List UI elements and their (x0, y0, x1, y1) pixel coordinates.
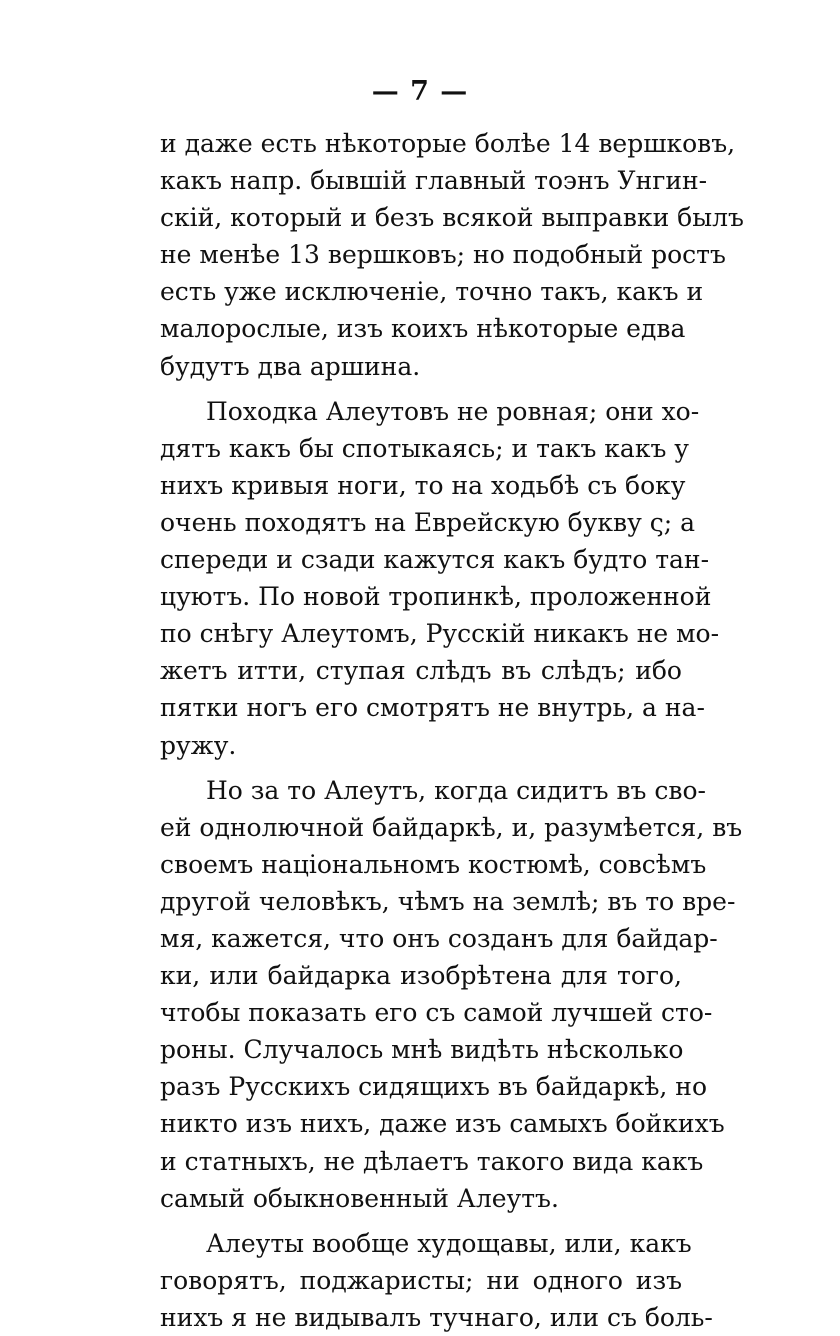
text-line: Алеуты вообще худощавы, или, какъ (206, 1228, 692, 1258)
text-line: малорослые, изъ коихъ нѣкоторые едва (160, 314, 686, 344)
text-line: нихъ я не видывалъ тучнаго, или съ боль- (160, 1302, 713, 1332)
text-line: ки, или байдарка изобрѣтена для того, (160, 961, 682, 991)
text-line: чтобы показать его съ самой лучшей сто- (160, 998, 713, 1028)
text-line: скій, который и безъ всякой выправки былъ (160, 203, 744, 233)
text-line: самый обыкновенный Алеутъ. (160, 1183, 559, 1213)
text-line: будутъ два аршина. (160, 351, 421, 381)
text-line: ружу. (160, 730, 237, 760)
text-line: очень походятъ на Еврейскую букву ς; а (160, 507, 696, 537)
text-line: и статныхъ, не дѣлаетъ такого вида какъ (160, 1146, 704, 1176)
text-line: своемъ національномъ костюмѣ, совсѣмъ (160, 849, 707, 879)
text-line: не менѣе 13 вершковъ; но подобный ростъ (160, 240, 726, 270)
text-line: есть уже исключеніе, точно такъ, какъ и (160, 277, 704, 307)
paragraph-gait (160, 393, 720, 764)
paragraph-build (160, 1225, 713, 1336)
text-line: Походка Алеутовъ не ровная; они хо- (206, 396, 700, 426)
text-line: спереди и сзади кажутся какъ будто тан- (160, 545, 710, 575)
text-line: жетъ итти, ступая слѣдъ въ слѣдъ; ибо (160, 656, 682, 686)
text-line: мя, кажется, что онъ созданъ для байдар- (160, 923, 718, 953)
text-line: нихъ кривыя ноги, то на ходьбѣ съ боку (160, 470, 686, 500)
text-line: какъ напр. бывшій главный тоэнъ Унгин- (160, 166, 708, 196)
text-line: никто изъ нихъ, даже изъ самыхъ бойкихъ (160, 1109, 725, 1139)
text-line: пятки ногъ его смотрятъ не внутрь, а на- (160, 693, 705, 723)
body-text (160, 125, 744, 1336)
text-line: цуютъ. По новой тропинкѣ, проложенной (160, 582, 712, 612)
paragraph-height (160, 125, 744, 385)
text-line: роны. Случалось мнѣ видѣть нѣсколько (160, 1035, 684, 1065)
text-line: по снѣгу Алеутомъ, Русскій никакъ не мо- (160, 619, 720, 649)
text-line: и даже есть нѣкоторые болѣе 14 вершковъ, (160, 129, 736, 158)
text-line: ей однолючной байдаркѣ, и, разумѣется, въ (160, 812, 743, 842)
text-line: говорятъ, поджаристы; ни одного изъ (160, 1265, 682, 1295)
text-line: другой человѣкъ, чѣмъ на землѣ; въ то вре- (160, 886, 736, 916)
text-line: Но за то Алеутъ, когда сидитъ въ сво- (206, 775, 706, 805)
page-number: — 7 — (371, 76, 469, 107)
text-line: дятъ какъ бы спотыкаясь; и такъ какъ у (160, 433, 690, 463)
paragraph-baidarka (160, 772, 743, 1217)
text-line: разъ Русскихъ сидящихъ въ байдаркѣ, но (160, 1072, 708, 1102)
